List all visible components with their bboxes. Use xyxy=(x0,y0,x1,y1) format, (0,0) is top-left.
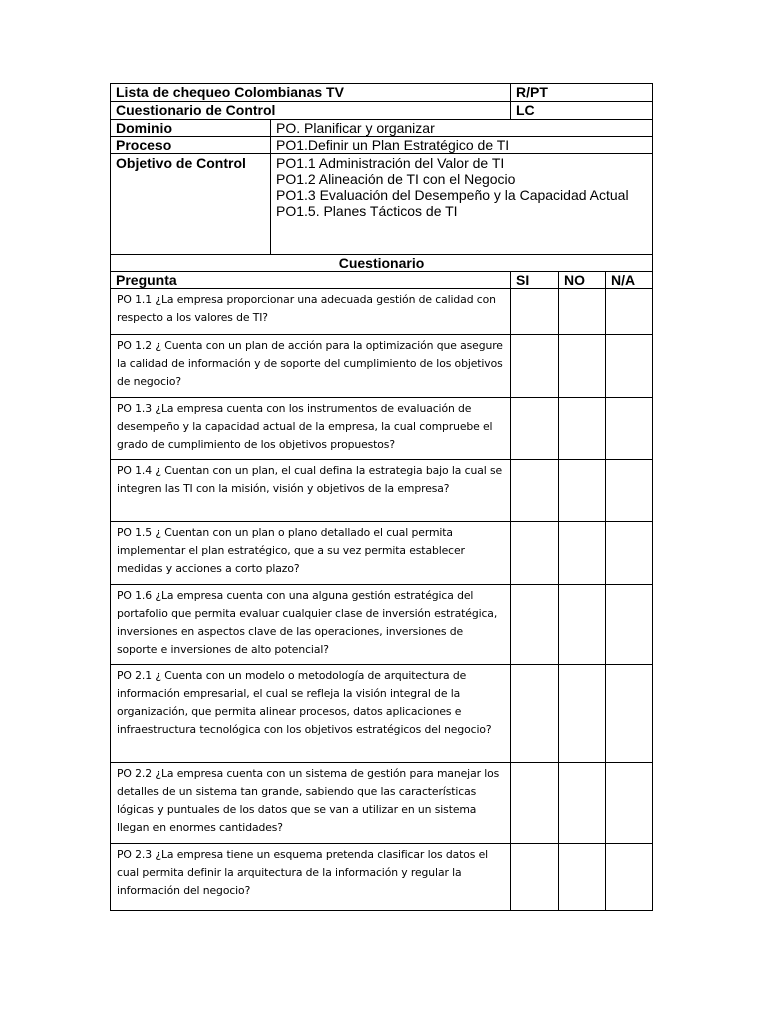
answer-si-cell[interactable] xyxy=(511,844,559,911)
column-header-row xyxy=(111,272,653,289)
document-subtitle: Cuestionario de Control xyxy=(111,102,511,120)
document-title: Lista de chequeo Colombianas TV xyxy=(111,84,511,102)
objetivo-item: PO1.2 Alineación de TI con el Negocio xyxy=(276,171,516,187)
proceso-row xyxy=(111,137,653,154)
answer-na-cell[interactable] xyxy=(606,763,653,844)
answer-no-cell[interactable] xyxy=(559,460,606,522)
objetivo-row xyxy=(111,154,653,255)
answer-si-cell[interactable] xyxy=(511,460,559,522)
question-text: PO 1.3 ¿La empresa cuenta con los instrumentos de evaluación de desempeño y la capacidad actual de la empresa, la cual compruebe el grado de cumplimiento de los objetivos propuestos? xyxy=(111,398,511,460)
question-row xyxy=(111,289,653,335)
checklist-document xyxy=(110,83,652,913)
answer-si-cell[interactable] xyxy=(511,289,559,335)
answer-si-cell[interactable] xyxy=(511,763,559,844)
subtitle-row xyxy=(111,102,653,120)
dominio-value: PO. Planificar y organizar xyxy=(271,120,653,137)
column-header-na: N/A xyxy=(606,272,653,289)
answer-na-cell[interactable] xyxy=(606,398,653,460)
dominio-label: Dominio xyxy=(111,120,271,137)
objetivo-list xyxy=(271,154,653,255)
question-row xyxy=(111,844,653,911)
question-row xyxy=(111,335,653,398)
answer-no-cell[interactable] xyxy=(559,585,606,665)
question-text: PO 1.4 ¿ Cuentan con un plan, el cual defina la estrategia bajo la cual se integren las TI con la misión, visión y objetivos de la empresa? xyxy=(111,460,511,522)
answer-no-cell[interactable] xyxy=(559,665,606,763)
question-row xyxy=(111,585,653,665)
question-text: PO 2.3 ¿La empresa tiene un esquema pretenda clasificar los datos el cual permita definir la arquitectura de la información y regular la información del negocio? xyxy=(111,844,511,911)
column-header-no: NO xyxy=(559,272,606,289)
column-header-si: SI xyxy=(511,272,559,289)
objetivo-item: PO1.5. Planes Tácticos de TI xyxy=(276,203,458,219)
answer-na-cell[interactable] xyxy=(606,522,653,585)
answer-si-cell[interactable] xyxy=(511,522,559,585)
answer-no-cell[interactable] xyxy=(559,763,606,844)
objetivo-label: Objetivo de Control xyxy=(111,154,271,255)
column-header-pregunta: Pregunta xyxy=(111,272,511,289)
question-row xyxy=(111,522,653,585)
document-code: R/PT xyxy=(511,84,653,102)
answer-na-cell[interactable] xyxy=(606,585,653,665)
answer-no-cell[interactable] xyxy=(559,398,606,460)
answer-si-cell[interactable] xyxy=(511,585,559,665)
title-row xyxy=(111,84,653,102)
question-row xyxy=(111,763,653,844)
question-text: PO 2.1 ¿ Cuenta con un modelo o metodología de arquitectura de información empresarial, el cual se refleja la visión integral de la organización, que permita alinear procesos, datos aplicaciones e infraestructura tecnológica con los objetivos estratégicos del negocio? xyxy=(111,665,511,763)
answer-na-cell[interactable] xyxy=(606,844,653,911)
proceso-value: PO1.Definir un Plan Estratégico de TI xyxy=(271,137,653,154)
answer-no-cell[interactable] xyxy=(559,522,606,585)
answer-si-cell[interactable] xyxy=(511,398,559,460)
question-row xyxy=(111,665,653,763)
cuestionario-title: Cuestionario xyxy=(111,255,653,272)
question-row xyxy=(111,460,653,522)
answer-no-cell[interactable] xyxy=(559,335,606,398)
answer-na-cell[interactable] xyxy=(606,460,653,522)
subtitle-code: LC xyxy=(511,102,653,120)
question-text: PO 1.2 ¿ Cuenta con un plan de acción para la optimización que asegure la calidad de información y de soporte del cumplimiento de los objetivos de negocio? xyxy=(111,335,511,398)
dominio-row xyxy=(111,120,653,137)
proceso-label: Proceso xyxy=(111,137,271,154)
answer-si-cell[interactable] xyxy=(511,665,559,763)
question-text: PO 1.6 ¿La empresa cuenta con una alguna gestión estratégica del portafolio que permita evaluar cualquier clase de inversión estratégica, inversiones en aspectos clave de las operaciones, inversiones de soporte e inversiones de alto potencial? xyxy=(111,585,511,665)
cuestionario-row xyxy=(111,255,653,272)
answer-na-cell[interactable] xyxy=(606,665,653,763)
checklist-table xyxy=(110,83,653,911)
answer-no-cell[interactable] xyxy=(559,289,606,335)
answer-no-cell[interactable] xyxy=(559,844,606,911)
objetivo-item: PO1.1 Administración del Valor de TI xyxy=(276,155,505,171)
question-text: PO 2.2 ¿La empresa cuenta con un sistema de gestión para manejar los detalles de un sistema tan grande, sabiendo que las características lógicas y puntuales de los datos que se van a utilizar en un sistema llegan en enormes cantidades? xyxy=(111,763,511,844)
question-text: PO 1.5 ¿ Cuentan con un plan o plano detallado el cual permita implementar el plan estratégico, que a su vez permita establecer medidas y acciones a corto plazo? xyxy=(111,522,511,585)
question-row xyxy=(111,398,653,460)
objetivo-item: PO1.3 Evaluación del Desempeño y la Capacidad Actual xyxy=(276,187,629,203)
answer-na-cell[interactable] xyxy=(606,335,653,398)
question-text: PO 1.1 ¿La empresa proporcionar una adecuada gestión de calidad con respecto a los valores de TI? xyxy=(111,289,511,335)
answer-si-cell[interactable] xyxy=(511,335,559,398)
answer-na-cell[interactable] xyxy=(606,289,653,335)
